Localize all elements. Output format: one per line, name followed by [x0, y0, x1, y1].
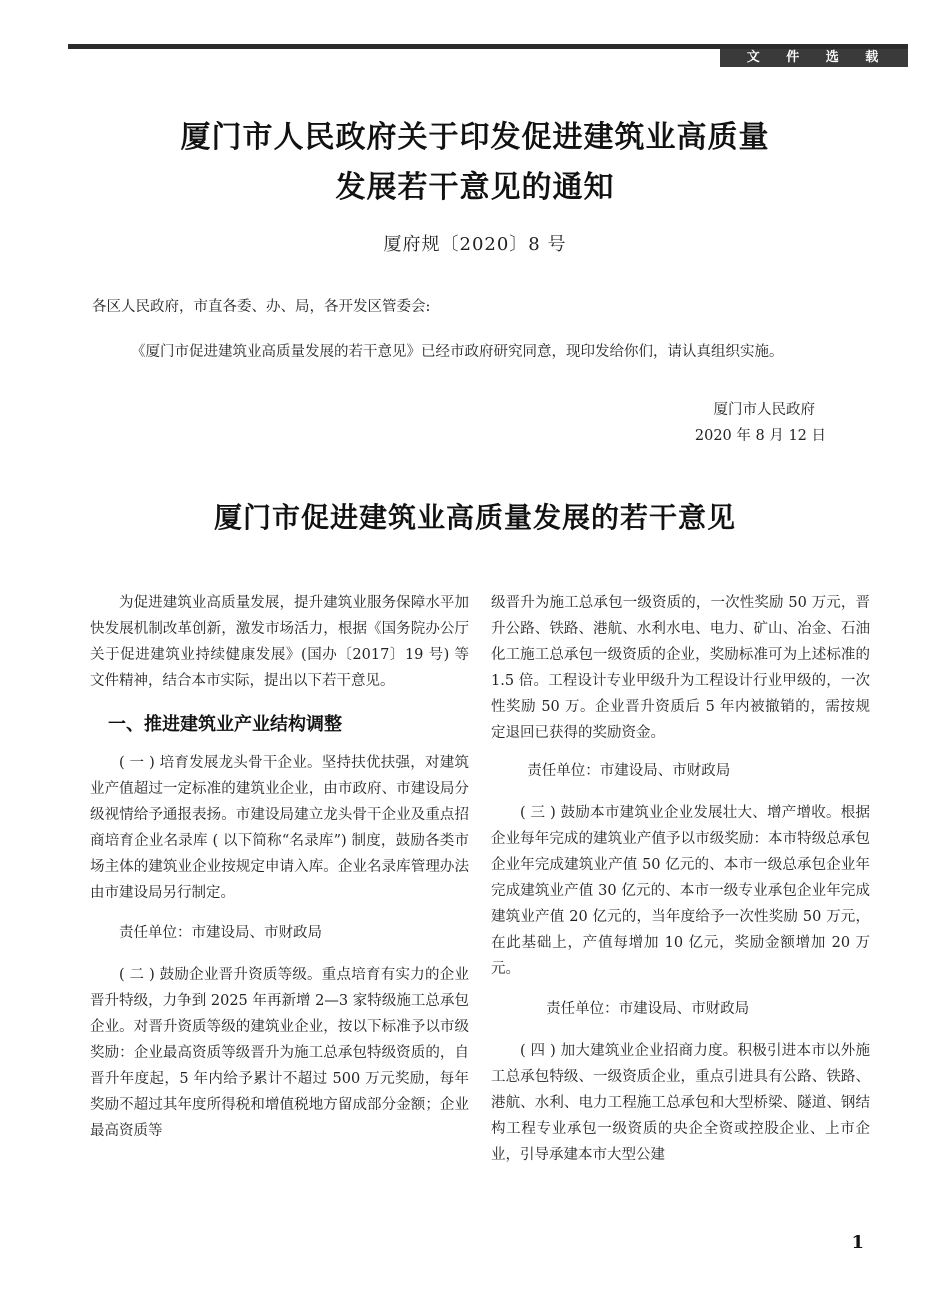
right-column — [491, 590, 870, 1178]
item-2-continuation: 级晋升为施工总承包一级资质的，一次性奖励 50 万元，晋升公路、铁路、港航、水利水电、电力、矿山、冶金、石油化工施工总承包一级资质的企业，奖励标准可为上述标准的 1.5 倍。工程设计专业甲级升为工程设计行业甲级的，一次性奖励 50 万。企业晋升资质后 5 年内被撤销的，需按规定退回已获得的奖励资金。 — [491, 595, 870, 741]
document-number: 厦府规〔2020〕8 号 — [383, 234, 567, 255]
page-number: 1 — [851, 1232, 864, 1253]
issuer: 厦门市人民政府 — [713, 402, 815, 418]
opinions-title: 厦门市促进建筑业高质量发展的若干意见 — [213, 501, 736, 534]
item-3-responsible: 责任单位：市建设局、市财政局 — [546, 1001, 750, 1017]
item-1-paragraph: ( 一 ) 培育发展龙头骨干企业。坚持扶优扶强，对建筑业产值超过一定标准的建筑业企业，由市政府、市建设局分级视情给予通报表扬。市建设局建立龙头骨干企业及重点招商培育企业名录库 ( 以下简称“名录库”) 制度，鼓励各类市场主体的建筑业企业按规定申请入库。企业名录库管理办法由市建设局另行制定。 — [90, 755, 469, 901]
item-4-paragraph: ( 四 ) 加大建筑业企业招商力度。积极引进本市以外施工总承包特级、一级资质企业，重点引进具有公路、铁路、港航、水利、电力工程施工总承包和大型桥梁、隧道、钢结构工程专业承包一级资质的央企全资或控股企业、上市企业，引导承建本市大型公建 — [491, 1043, 870, 1163]
section-heading: 一、推进建筑业产业结构调整 — [108, 714, 342, 735]
intro-paragraph: 为促进建筑业高质量发展，提升建筑业服务保障水平加快发展机制改革创新，激发市场活力，根据《国务院办公厅关于促进建筑业持续健康发展》(国办〔2017〕19 号) 等文件精神，结合本市实际，提出以下若干意见。 — [90, 595, 469, 689]
issue-date: 2020 年 8 月 12 日 — [694, 428, 826, 444]
item-1-responsible: 责任单位：市建设局、市财政局 — [119, 925, 322, 941]
recipient-line: 各区人民政府，市直各委、办、局，各开发区管委会: — [92, 299, 431, 315]
left-column — [90, 590, 469, 1154]
section-tag: 文 件 选 载 — [720, 49, 908, 67]
notice-title-line1: 厦门市人民政府关于印发促进建筑业高质量 — [180, 120, 770, 155]
notice-title-line2: 发展若干意见的通知 — [335, 170, 615, 205]
item-2-responsible: 责任单位：市建设局、市财政局 — [527, 763, 731, 779]
item-2-paragraph: ( 二 ) 鼓励企业晋升资质等级。重点培育有实力的企业晋升特级，力争到 2025 年再新增 2—3 家特级施工总承包企业。对晋升资质等级的建筑业企业，按以下标准予以市级奖励：企业最高资质等级晋升为施工总承包特级资质的，自晋升年度起，5 年内给予累计不超过 500 万元奖励，每年奖励不超过其年度所得税和增值税地方留成部分金额；企业最高资质等 — [90, 967, 469, 1139]
notice-body: 《厦门市促进建筑业高质量发展的若干意见》已经市政府研究同意，现印发给你们，请认真组织实施。 — [131, 344, 784, 360]
item-3-paragraph: ( 三 ) 鼓励本市建筑业企业发展壮大、增产增收。根据企业每年完成的建筑业产值予以市级奖励：本市特级总承包企业年完成建筑业产值 50 亿元的、本市一级总承包企业年完成建筑业产值 30 亿元的、本市一级专业承包企业年完成建筑业产值 20 亿元的，当年度给予一次性奖励 50 万元，在此基础上，产值每增加 10 亿元，奖励金额增加 20 万元。 — [491, 805, 870, 977]
